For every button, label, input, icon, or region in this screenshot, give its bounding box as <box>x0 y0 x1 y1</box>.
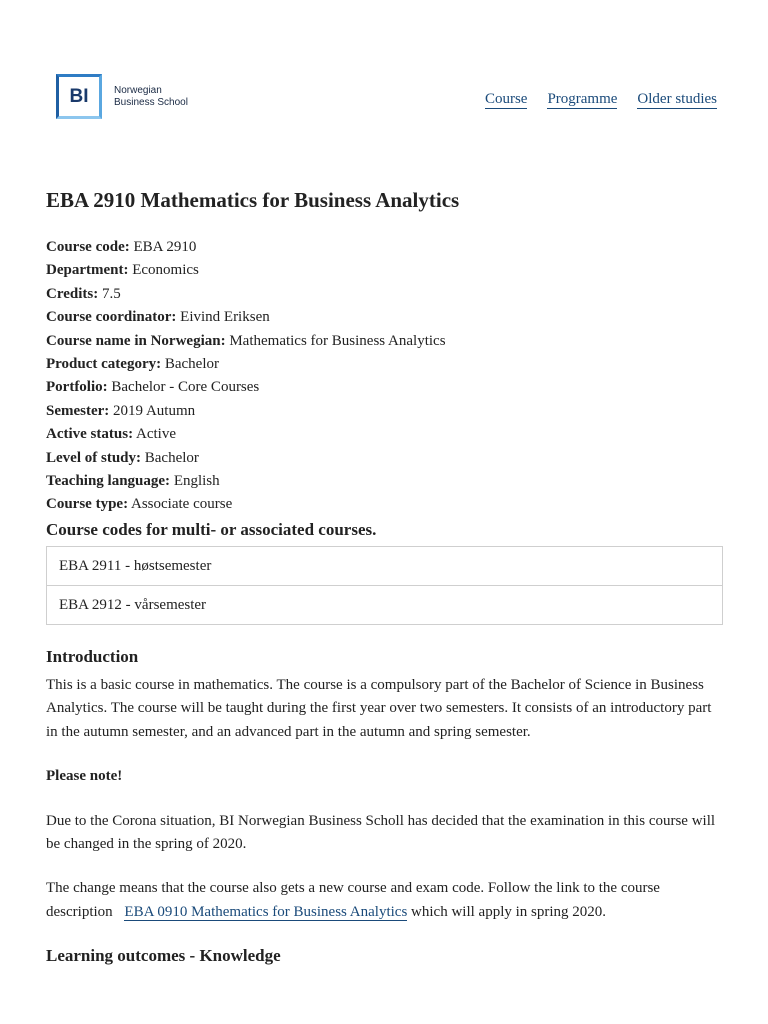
meta-value: Mathematics for Business Analytics <box>229 332 446 349</box>
meta-value: Eivind Eriksen <box>180 309 270 326</box>
meta-row <box>46 353 723 376</box>
meta-row <box>46 306 723 329</box>
course-code-row: EBA 2911 - høstsemester <box>59 557 212 574</box>
logo-line-1: Norwegian <box>114 85 162 96</box>
meta-row <box>46 283 723 306</box>
meta-row <box>46 447 723 470</box>
meta-row <box>46 493 723 516</box>
course-change-paragraph <box>46 877 723 924</box>
nav-link-course[interactable]: Course <box>484 91 528 107</box>
course-meta <box>46 236 723 517</box>
bi-logo[interactable] <box>56 74 196 122</box>
please-note: Please note! <box>46 768 123 785</box>
meta-row <box>46 470 723 493</box>
meta-row <box>46 423 723 446</box>
meta-label: Course name in Norwegian: <box>46 332 226 349</box>
learning-outcomes-heading: Learning outcomes - Knowledge <box>46 946 281 966</box>
change-text-end: which will apply in spring 2020. <box>407 903 607 920</box>
corona-paragraph: Due to the Corona situation, BI Norwegian Business Scholl has decided that the examination in this course will be changed in the spring of 2020. <box>46 812 716 852</box>
meta-value: 7.5 <box>101 285 121 302</box>
meta-label: Course coordinator: <box>46 309 177 326</box>
meta-label: Level of study: <box>46 449 141 466</box>
meta-label: Course type: <box>46 496 129 513</box>
meta-label: Course code: <box>46 239 130 255</box>
meta-value: English <box>173 473 220 490</box>
course-code-row: EBA 2912 - vårsemester <box>47 585 722 624</box>
meta-row <box>46 330 723 353</box>
meta-value: Economics <box>132 262 199 279</box>
course-codes-table <box>46 546 723 625</box>
logo-wordmark <box>114 85 188 109</box>
page-title: EBA 2910 Mathematics for Business Analytics <box>46 188 460 212</box>
course-codes-heading: Course codes for multi- or associated courses. <box>46 519 377 539</box>
logo-frame <box>56 74 102 119</box>
meta-value: EBA 2910 <box>133 239 197 255</box>
site-header <box>0 0 768 160</box>
meta-label: Semester: <box>46 402 110 419</box>
logo-line-2: Business School <box>114 97 188 108</box>
meta-label: Portfolio: <box>46 379 108 396</box>
meta-label: Product category: <box>46 356 162 373</box>
nav-link-older-studies[interactable]: Older studies <box>637 91 717 107</box>
introduction-heading: Introduction <box>46 646 139 666</box>
meta-value: Bachelor <box>164 356 219 373</box>
course-content <box>46 186 723 973</box>
main-nav <box>485 90 717 109</box>
meta-row <box>46 259 723 282</box>
meta-value: Active <box>136 426 176 443</box>
meta-row <box>46 400 723 423</box>
meta-label: Department: <box>46 262 129 279</box>
meta-value: Associate course <box>131 496 233 513</box>
meta-row <box>46 376 723 399</box>
introduction-paragraph: This is a basic course in mathematics. The course is a compulsory part of the Bachelor of Science in Business Analytics. The course will be taught during the first year over two semesters. It consists of an introductory part in the autumn semester, and an advanced part in the autumn and spring semester. <box>46 676 712 740</box>
nav-link-programme[interactable]: Programme <box>547 91 618 107</box>
eba-0910-link[interactable]: EBA 0910 Mathematics for Business Analytics <box>124 903 408 920</box>
meta-value: 2019 Autumn <box>113 402 196 419</box>
meta-label: Teaching language: <box>46 473 171 490</box>
meta-label: Credits: <box>46 285 99 302</box>
meta-label: Active status: <box>46 426 134 443</box>
meta-row <box>46 236 723 259</box>
meta-value: Bachelor <box>144 449 199 466</box>
logo-mark: BI <box>69 86 89 107</box>
meta-value: Bachelor - Core Courses <box>111 379 260 396</box>
change-text: The change means that the course also gets a new course and exam code. Follow the link to the course description <box>46 880 660 920</box>
